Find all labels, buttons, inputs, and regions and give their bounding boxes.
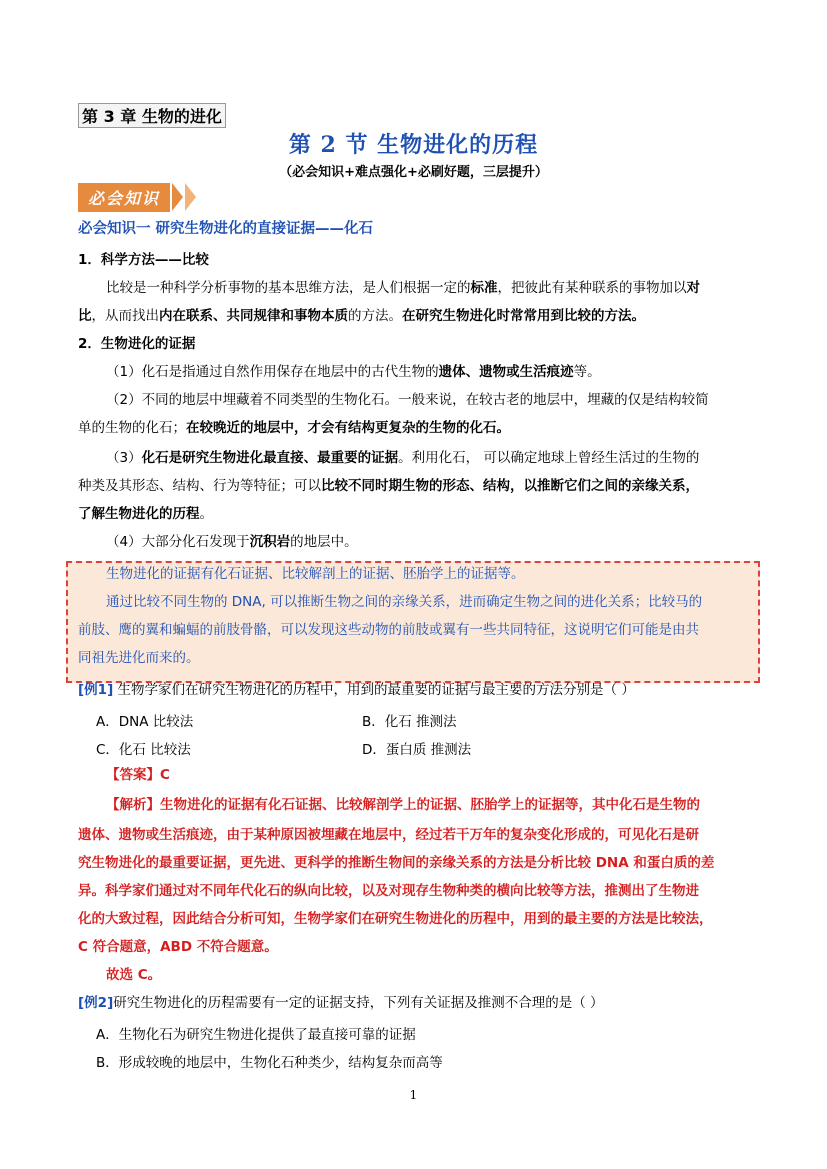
- example-1-option-d: D．蛋白质 推测法: [362, 742, 472, 758]
- page-number: 1: [409, 1088, 418, 1102]
- example-1-conclusion: 故选 C。: [106, 967, 162, 983]
- example-1-question: [例1] 生物学家们在研究生物进化的历程中，用到的最重要的证据与最主要的方法分别是（ ）: [78, 682, 635, 698]
- example-1-option-a: A．DNA 比较法: [96, 714, 194, 730]
- section-title: 第 2 节 生物进化的历程: [288, 132, 539, 158]
- method-paragraph-line: 比较是一种科学分析事物的基本思维方法，是人们根据一定的标准，把彼此有某种联系的事物加以对: [106, 280, 700, 296]
- evidence-item-3: （3）化石是研究生物进化最直接、最重要的证据。利用化石， 可以确定地球上曾经生活过的生物的: [106, 450, 700, 466]
- example-2-option-a: A．生物化石为研究生物进化提供了最直接可靠的证据: [96, 1027, 416, 1043]
- method-paragraph-line: 比，从而找出内在联系、共同规律和事物本质的方法。在研究生物进化时常常用到比较的方法。: [78, 308, 645, 324]
- chapter-title: 第 3 章 生物的进化: [78, 103, 226, 128]
- evidence-item-3-cont: 种类及其形态、结构、行为等特征；可以比较不同时期生物的形态、结构，以推断它们之间的亲缘关系，: [78, 478, 699, 494]
- must-know-badge: [78, 183, 196, 211]
- example-1-analysis-line: C 符合题意，ABD 不符合题意。: [78, 939, 278, 955]
- chevron-right-icon: [185, 183, 196, 211]
- example-1-analysis-line: 究生物进化的最重要证据，更先进、更科学的推断生物间的亲缘关系的方法是分析比较 DNA 和蛋白质的差: [78, 855, 715, 871]
- example-1-answer: 【答案】C: [106, 767, 170, 783]
- example-1-analysis: 【解析】生物进化的证据有化石证据、比较解剖学上的证据、胚胎学上的证据等，其中化石是生物的: [106, 797, 700, 813]
- section-subtitle: （必会知识+难点强化+必刷好题，三层提升）: [279, 165, 548, 180]
- example-1-analysis-line: 异。科学家们通过对不同年代化石的纵向比较，以及对现存生物种类的横向比较等方法，推测出了生物进: [78, 883, 699, 899]
- note-line: 通过比较不同生物的 DNA, 可以推断生物之间的亲缘关系，进而确定生物之间的进化关系；比较马的: [106, 594, 703, 610]
- knowledge-heading: 必会知识一 研究生物进化的直接证据——化石: [78, 221, 374, 237]
- chevron-right-icon: [172, 183, 183, 211]
- evidence-item-2: （2）不同的地层中埋藏着不同类型的生物化石。一般来说，在较古老的地层中，埋藏的仅是结构较简: [106, 392, 709, 408]
- example-1-option-b: B．化石 推测法: [362, 714, 457, 730]
- note-line: 前肢、鹰的翼和蝙蝠的前肢骨骼，可以发现这些动物的前肢或翼有一些共同特征，这说明它们可能是由共: [78, 622, 699, 638]
- evidence-title: 2．生物进化的证据: [78, 336, 196, 352]
- note-line: 生物进化的证据有化石证据、比较解剖上的证据、胚胎学上的证据等。: [106, 566, 525, 582]
- example-1-analysis-line: 化的大致过程，因此结合分析可知，生物学家们在研究生物进化的历程中，用到的最主要的方法是比较法，: [78, 911, 713, 927]
- evidence-item-2-cont: 单的生物的化石；在较晚近的地层中，才会有结构更复杂的生物的化石。: [78, 420, 510, 436]
- evidence-item-3-cont: 了解生物进化的历程。: [78, 506, 213, 522]
- example-1-analysis-line: 遗体、遗物或生活痕迹，由于某种原因被埋藏在地层中，经过若干万年的复杂变化形成的，可见化石是研: [78, 827, 699, 843]
- note-line: 同祖先进化而来的。: [78, 650, 200, 666]
- example-2-question: [例2]研究生物进化的历程需要有一定的证据支持，下列有关证据及推测不合理的是（ ）: [78, 995, 604, 1011]
- badge-label: 必会知识: [78, 183, 170, 212]
- method-title: 1．科学方法——比较: [78, 252, 209, 268]
- evidence-item-1: （1）化石是指通过自然作用保存在地层中的古代生物的遗体、遗物或生活痕迹等。: [106, 364, 601, 380]
- example-2-option-b: B．形成较晚的地层中，生物化石种类少，结构复杂而高等: [96, 1055, 443, 1071]
- example-1-option-c: C．化石 比较法: [96, 742, 191, 758]
- evidence-item-4: （4）大部分化石发现于沉积岩的地层中。: [106, 534, 358, 550]
